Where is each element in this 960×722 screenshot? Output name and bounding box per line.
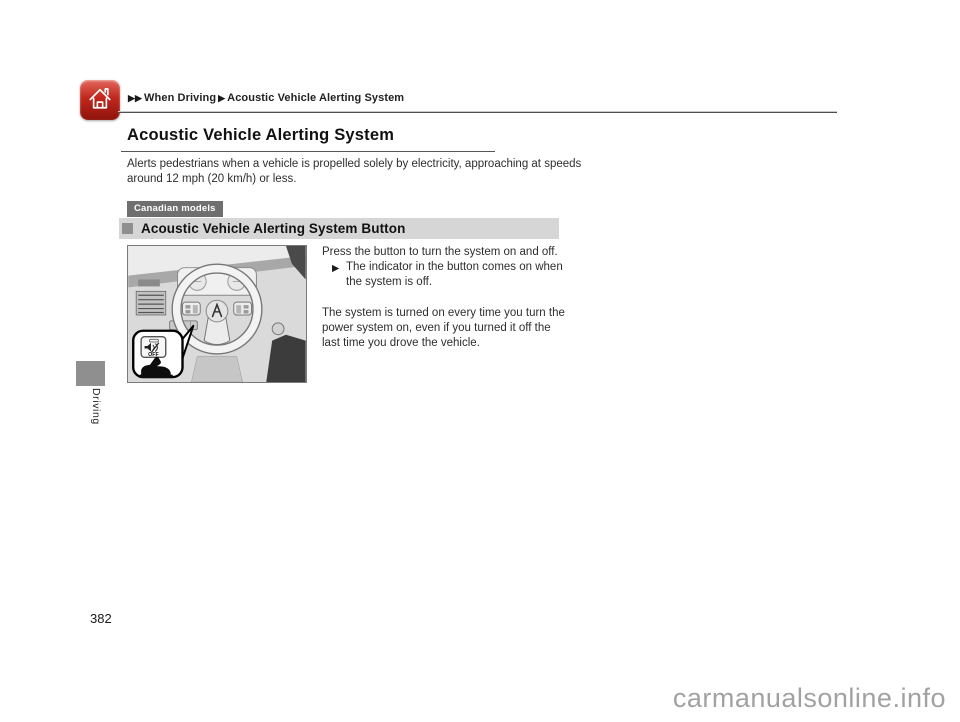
watermark-link[interactable]: carmanualsonline.info <box>672 683 946 713</box>
breadcrumb-item-when-driving[interactable]: When Driving <box>144 92 217 104</box>
button-off-label: OFF <box>148 351 159 358</box>
breadcrumb-separator-icon: ▶ <box>218 93 226 103</box>
breadcrumb-arrows-icon: ▶▶ <box>128 93 143 103</box>
intro-paragraph: Alerts pedestrians when a vehicle is propelled solely by electricity, approaching at speeds around 12 mph (20 km/h) or less. <box>127 158 582 185</box>
steering-wheel-illustration <box>128 246 306 382</box>
chapter-tab-label: Driving <box>90 388 102 425</box>
body-paragraph-2: The system is turned on every time you turn the power system on, even if you turned it off the last time you drove the vehicle. <box>322 306 565 350</box>
breadcrumb <box>128 92 404 104</box>
section-bullet-icon <box>122 223 133 234</box>
result-text: The indicator in the button comes on when the system is off. <box>346 261 563 289</box>
breadcrumb-item-acoustic-system[interactable]: Acoustic Vehicle Alerting System <box>227 92 405 104</box>
button-indicator <box>149 339 158 342</box>
breadcrumb-divider <box>118 111 837 113</box>
model-badge: Canadian models <box>127 201 223 217</box>
section-body <box>322 245 568 351</box>
start-knob <box>272 323 284 335</box>
result-arrow-icon: ▶ <box>332 263 340 275</box>
section-header <box>119 218 559 239</box>
home-icon <box>85 83 115 118</box>
result-bullet <box>332 260 568 290</box>
home-button[interactable] <box>80 80 120 120</box>
section-title: Acoustic Vehicle Alerting System Button <box>141 221 406 236</box>
steering-wheel-figure <box>127 245 307 383</box>
chapter-tab-marker <box>76 361 105 386</box>
body-paragraph-1: Press the button to turn the system on and off. <box>322 246 558 258</box>
page-title: Acoustic Vehicle Alerting System <box>127 126 395 144</box>
page-number: 382 <box>90 611 112 626</box>
title-divider <box>121 151 495 152</box>
